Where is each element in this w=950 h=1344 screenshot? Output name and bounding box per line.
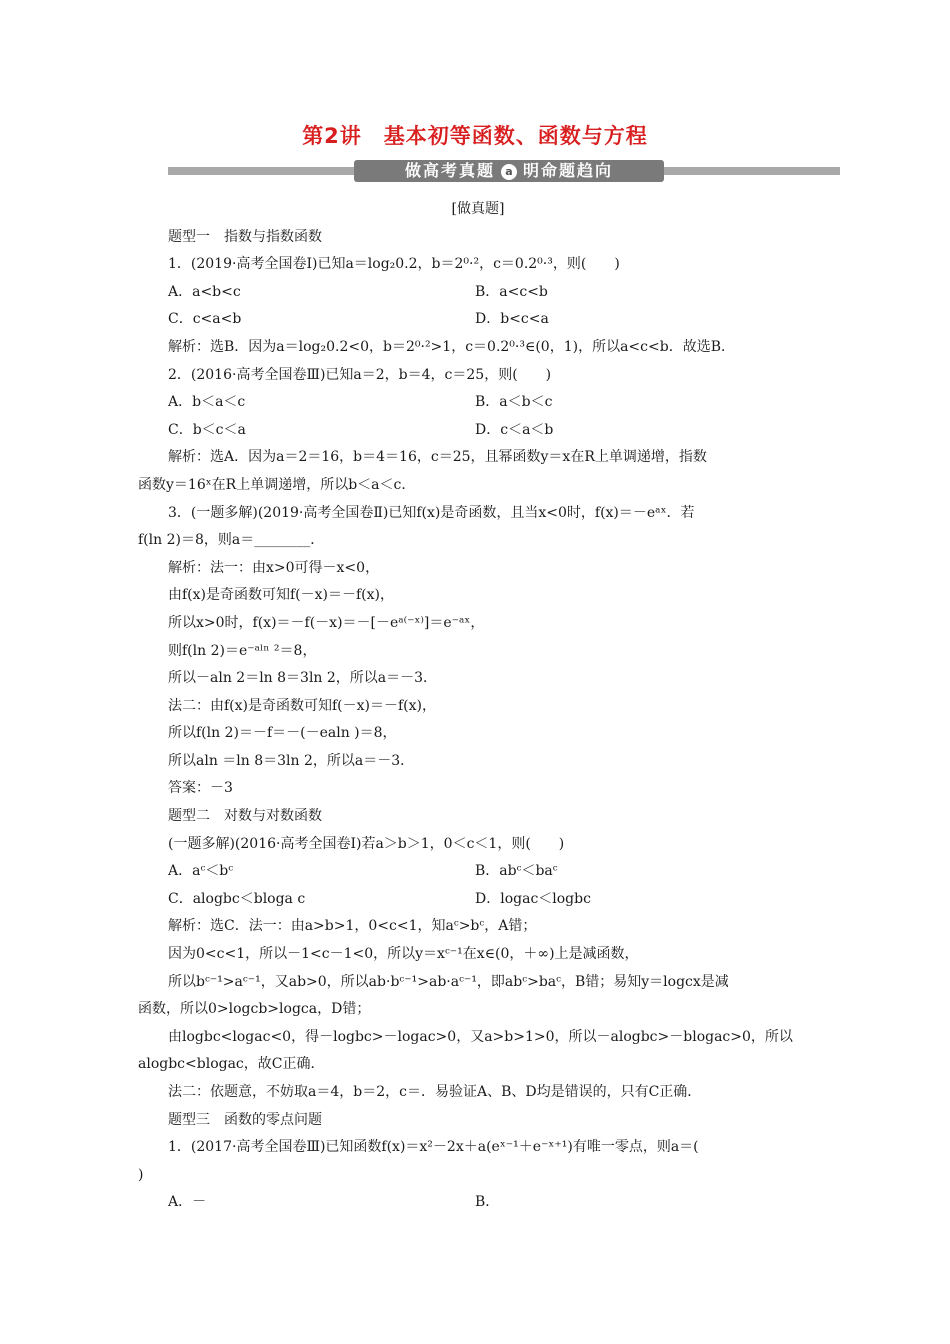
banner-label [354,160,664,182]
question-text: (一题多解)(2016·高考全国卷Ⅰ)若a＞b＞1，0＜c＜1，则( ) [168,835,565,852]
solution-text: 由f(x)是奇函数可知f(－x)＝－f(x)， [168,587,395,604]
topic-heading: 题型三 函数的零点问题 [168,1111,322,1128]
question-text: 1．(2019·高考全国卷Ⅰ)已知a＝log₂0.2，b＝2⁰·²，c＝0.2⁰·³，则( ) [168,256,620,273]
question-text: ) [138,1166,144,1183]
option-d: D．logac＜logbc [475,890,591,907]
solution-text: 函数，所以0>logcb>logca，D错； [138,1001,371,1018]
solution-text: 所以aln ＝ln 8＝3ln 2，所以a＝－3． [168,752,415,769]
section-heading: [做真题] [451,201,505,217]
option-a: A．－ [168,1194,207,1211]
options-row [138,886,818,914]
options-row [138,306,818,334]
solution-text: 解析：法一：由x>0可得－x<0， [168,559,380,576]
options-row [138,279,818,307]
question-text: 3．(一题多解)(2019·高考全国卷Ⅱ)已知f(x)是奇函数，且当x<0时，f(x)＝－eᵃˣ．若 [168,504,695,521]
option-b: B．a＜b＜c [475,394,553,411]
option-c: C．alogbc＜bloga c [168,890,306,907]
option-a: A．a<b<c [168,283,241,300]
solution-text: 解析：选B．因为a＝log₂0.2<0，b＝2⁰·²>1，c＝0.2⁰·³∈(0，1)，所以a<c<b．故选B． [168,338,735,355]
solution-text: 所以bᶜ⁻¹>aᶜ⁻¹，又ab>0，所以ab·bᶜ⁻¹>ab·aᶜ⁻¹，即abᶜ>baᶜ，B错；易知y＝logcx是减 [168,973,729,990]
options-row [138,417,818,445]
answer-text: 答案：－3 [168,780,233,797]
question-text: 1．(2017·高考全国卷Ⅲ)已知函数f(x)＝x²－2x＋a(eˣ⁻¹＋e⁻ˣ⁺¹)有唯一零点，则a＝( [168,1139,699,1156]
solution-text: 由logbc<logac<0，得－logbc>－logac>0，又a>b>1>0，所以－alogbc>－blogac>0，所以 [168,1028,793,1045]
options-row [138,389,818,417]
option-d: D．c＜a＜b [475,421,554,438]
section-banner [168,160,840,182]
option-c: C．b＜c＜a [168,421,246,438]
topic-heading: 题型一 指数与指数函数 [168,228,322,245]
option-b: B．abᶜ＜baᶜ [475,863,558,880]
question-text: f(ln 2)＝8，则a＝________． [138,532,325,549]
page-title: 第2讲 基本初等函数、函数与方程 [302,124,648,148]
solution-text: 函数y＝16ˣ在R上单调递增，所以b＜a＜c． [138,476,416,493]
content [138,196,818,1217]
topic-heading: 题型二 对数与对数函数 [168,808,322,825]
solution-text: 解析：选C．法一：由a>b>1，0<c<1，知aᶜ>bᶜ，A错； [168,918,537,935]
solution-text: 所以－aln 2＝ln 8＝3ln 2，所以a＝－3． [168,670,438,687]
banner-right-text: 明命题趋向 [523,161,614,180]
solution-text: 法二：依题意，不妨取a＝4，b＝2，c＝．易验证A、B、D均是错误的，只有C正确． [168,1084,702,1100]
option-b: B．a<c<b [475,283,548,300]
solution-text: 因为0<c<1，所以－1<c－1<0，所以y＝xᶜ⁻¹在x∈(0，＋∞)上是减函数， [168,946,639,963]
banner-circle-icon: a [501,164,517,180]
options-row [138,1189,818,1217]
option-a: A．aᶜ＜bᶜ [168,863,234,880]
solution-text: 所以f(ln 2)＝－f＝－(－ealn )＝8， [168,725,397,742]
options-row [138,858,818,886]
banner-left-text: 做高考真题 [404,161,495,180]
question-text: 2．(2016·高考全国卷Ⅲ)已知a＝2，b＝4，c＝25，则( ) [168,366,552,383]
option-a: A．b＜a＜c [168,394,246,411]
option-c: C．c<a<b [168,311,242,328]
solution-text: 法二：由f(x)是奇函数可知f(－x)＝－f(x)， [168,697,437,714]
solution-text: alogbc<blogac，故C正确． [138,1056,325,1073]
option-d: D．b<c<a [475,311,549,328]
option-b: B． [475,1194,500,1211]
solution-text: 则f(ln 2)＝e⁻ᵃˡⁿ ²＝8， [168,642,317,659]
solution-text: 解析：选A．因为a＝2＝16，b＝4＝16，c＝25，且幂函数y＝x在R上单调递增，指数 [168,449,707,466]
solution-text: 所以x>0时，f(x)＝－f(－x)＝－[－eᵃ⁽⁻ˣ⁾]＝e⁻ᵃˣ， [168,614,485,631]
